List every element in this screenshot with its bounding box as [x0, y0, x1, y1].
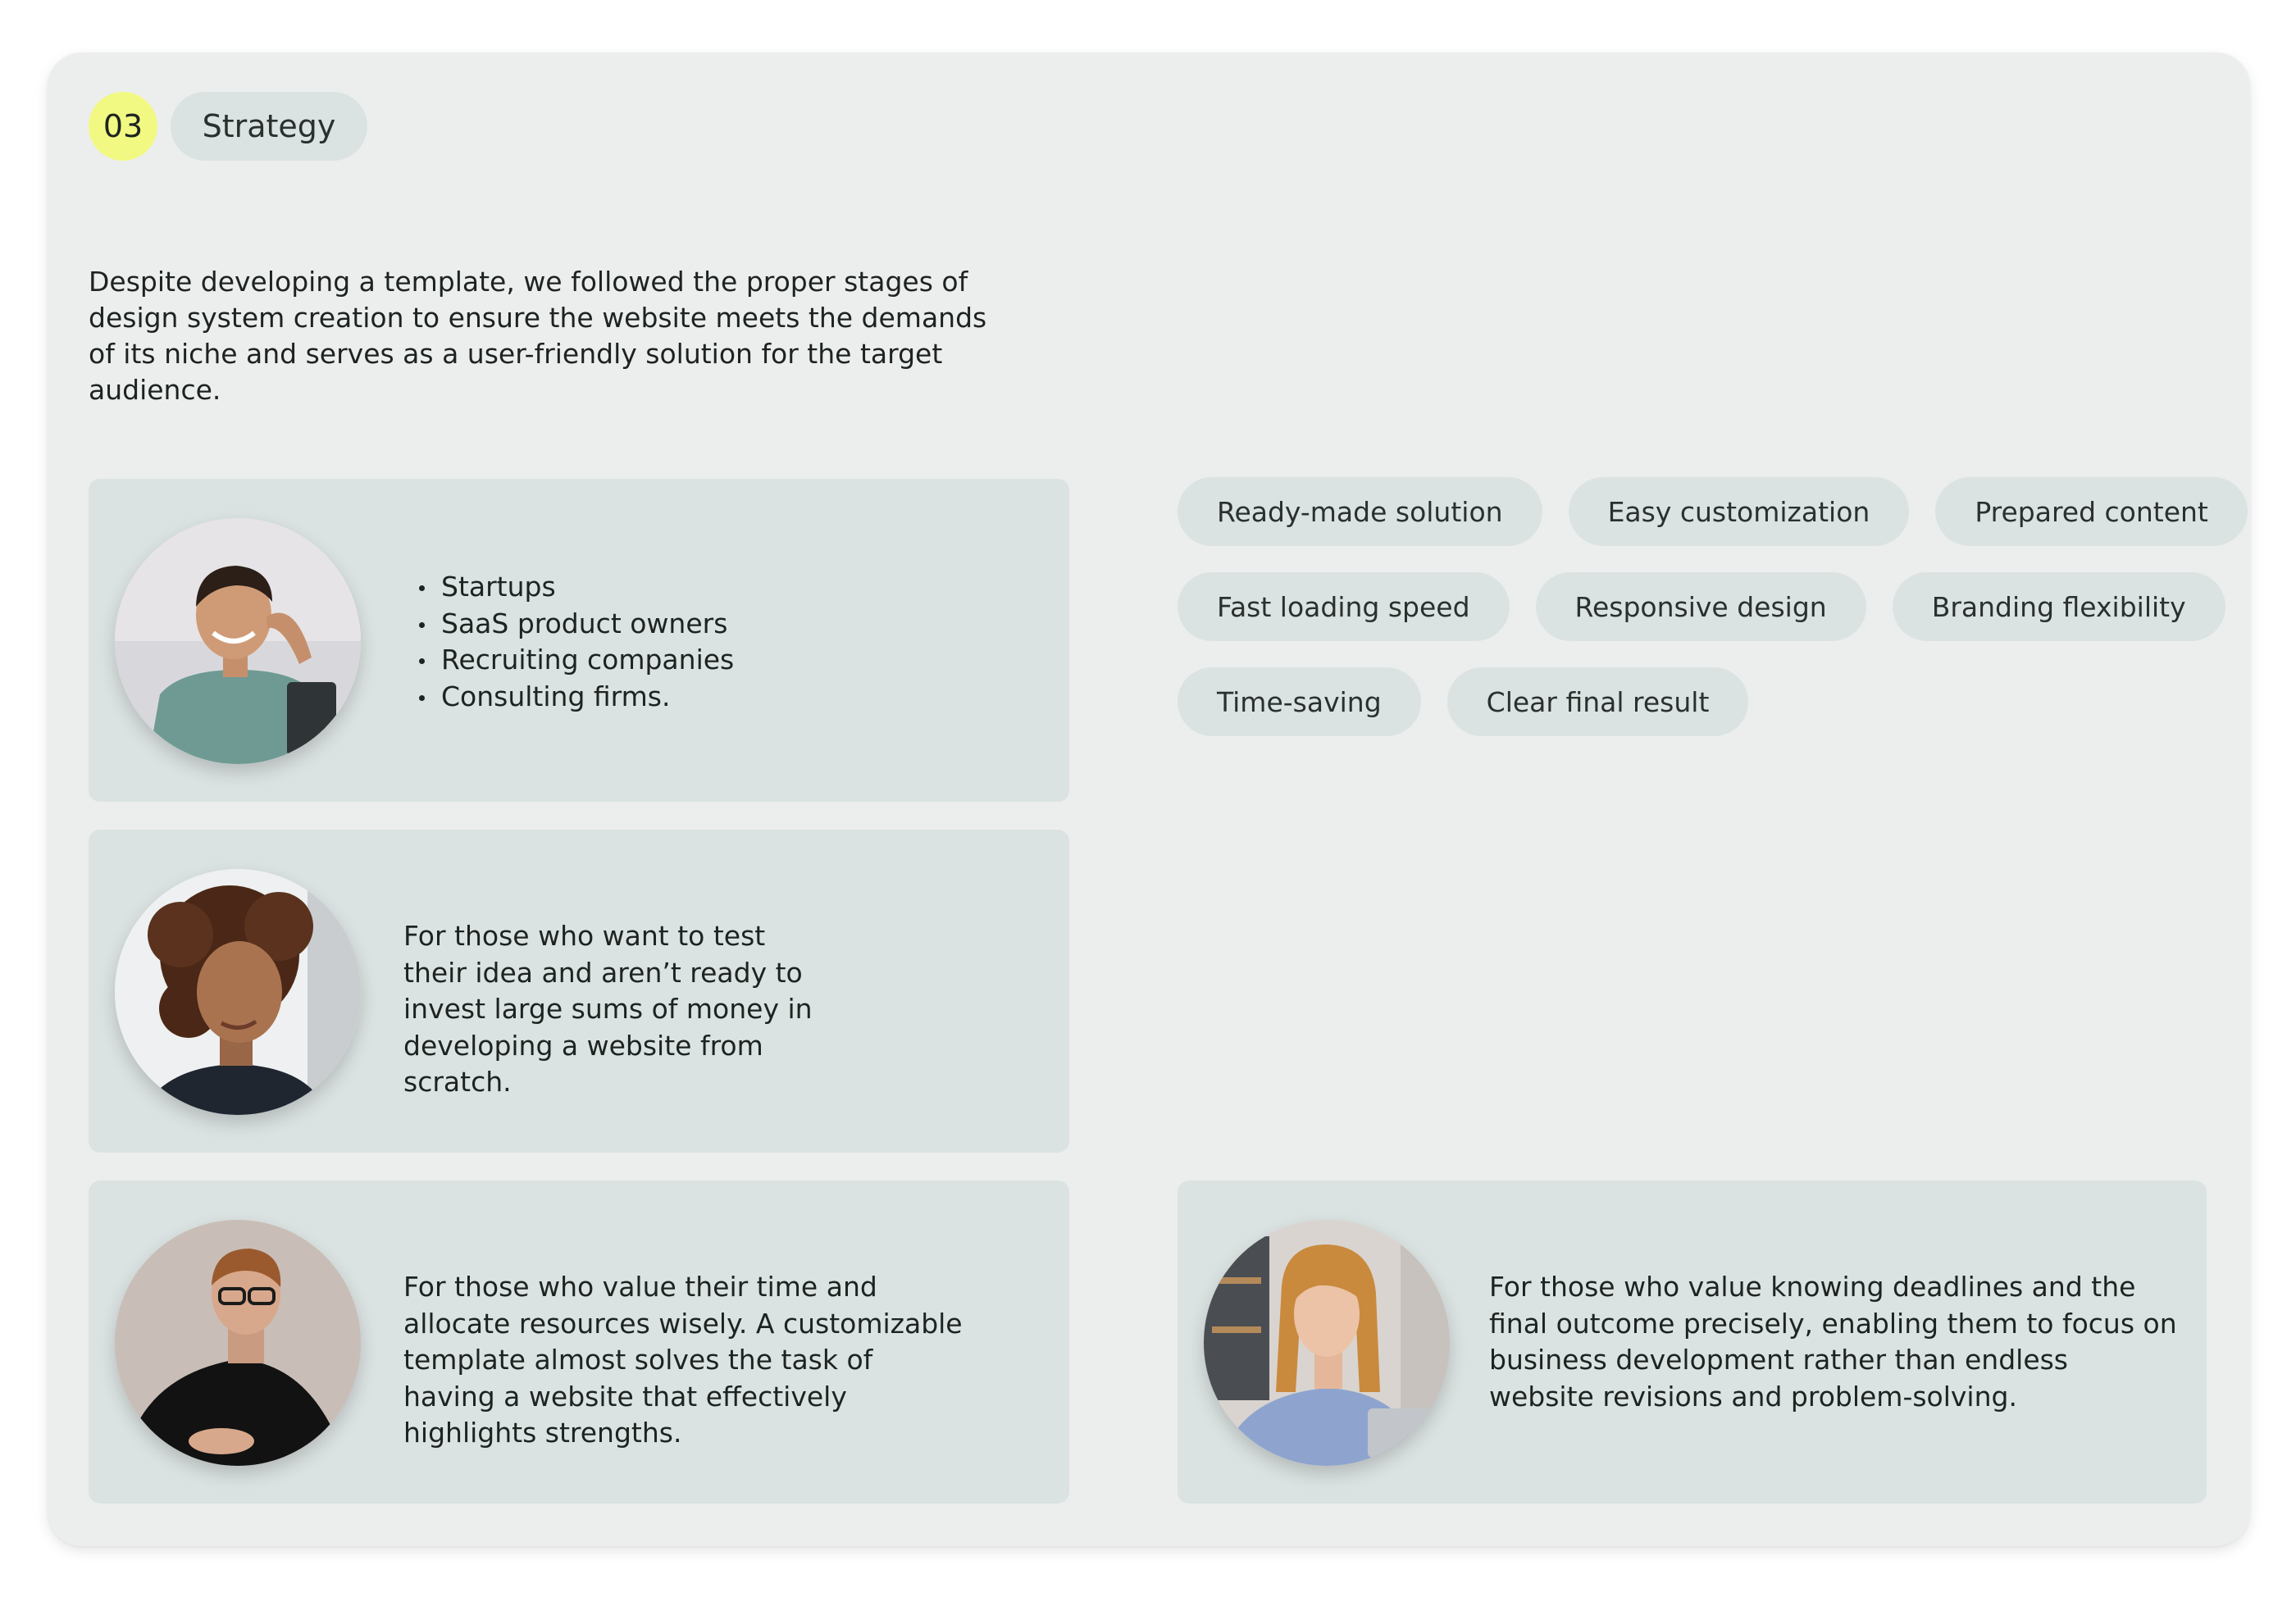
- intro-paragraph: Despite developing a template, we followed the proper stages of design system creation to ensure the website meets the demands of its niche and serves as a user-friendly solution for the target audience.: [89, 266, 987, 406]
- tag-clear-final-result: Clear final result: [1447, 667, 1749, 736]
- list-item: SaaS product owners: [417, 606, 734, 643]
- tag-prepared-content: Prepared content: [1935, 477, 2248, 546]
- tag-ready-made-solution: Ready-made solution: [1178, 477, 1542, 546]
- list-item: Startups: [417, 569, 734, 606]
- persona-description: For those who value knowing deadlines and the final outcome precisely, enabling them to focus on business development rather than endless website revisions and problem-solving.: [1489, 1271, 2177, 1413]
- benefit-tags: [1178, 477, 2227, 762]
- tag-branding-flexibility: Branding flexibility: [1893, 572, 2225, 641]
- list-item: Recruiting companies: [417, 642, 734, 679]
- tag-row: [1178, 477, 2227, 546]
- section-title-pill: Strategy: [171, 92, 367, 161]
- persona-card-testers: [89, 830, 1069, 1153]
- persona-card-time-savers: [89, 1181, 1069, 1504]
- step-number-badge: 03: [89, 92, 157, 161]
- tag-row: [1178, 667, 2227, 736]
- avatar-woman-curly-hair: [115, 869, 361, 1115]
- persona-card-startups: [89, 479, 1069, 802]
- tag-time-saving: Time-saving: [1178, 667, 1421, 736]
- strategy-card: [48, 52, 2250, 1546]
- list-item: Consulting firms.: [417, 679, 734, 716]
- avatar-man-laptop: [115, 518, 361, 764]
- persona-description: For those who value their time and allocate resources wisely. A customizable template almost solves the task of having a website that effectively highlights strengths.: [403, 1271, 963, 1449]
- persona-description: For those who want to test their idea and aren’t ready to invest large sums of money in developing a website from scratch.: [403, 920, 813, 1098]
- tag-fast-loading-speed: Fast loading speed: [1178, 572, 1510, 641]
- tag-row: [1178, 572, 2227, 641]
- audience-bullet-list: [417, 569, 734, 715]
- avatar-man-glasses: [115, 1220, 361, 1466]
- tag-easy-customization: Easy customization: [1569, 477, 1910, 546]
- persona-card-deadline-focused: [1178, 1181, 2207, 1504]
- avatar-woman-laptop: [1204, 1220, 1450, 1466]
- tag-responsive-design: Responsive design: [1536, 572, 1866, 641]
